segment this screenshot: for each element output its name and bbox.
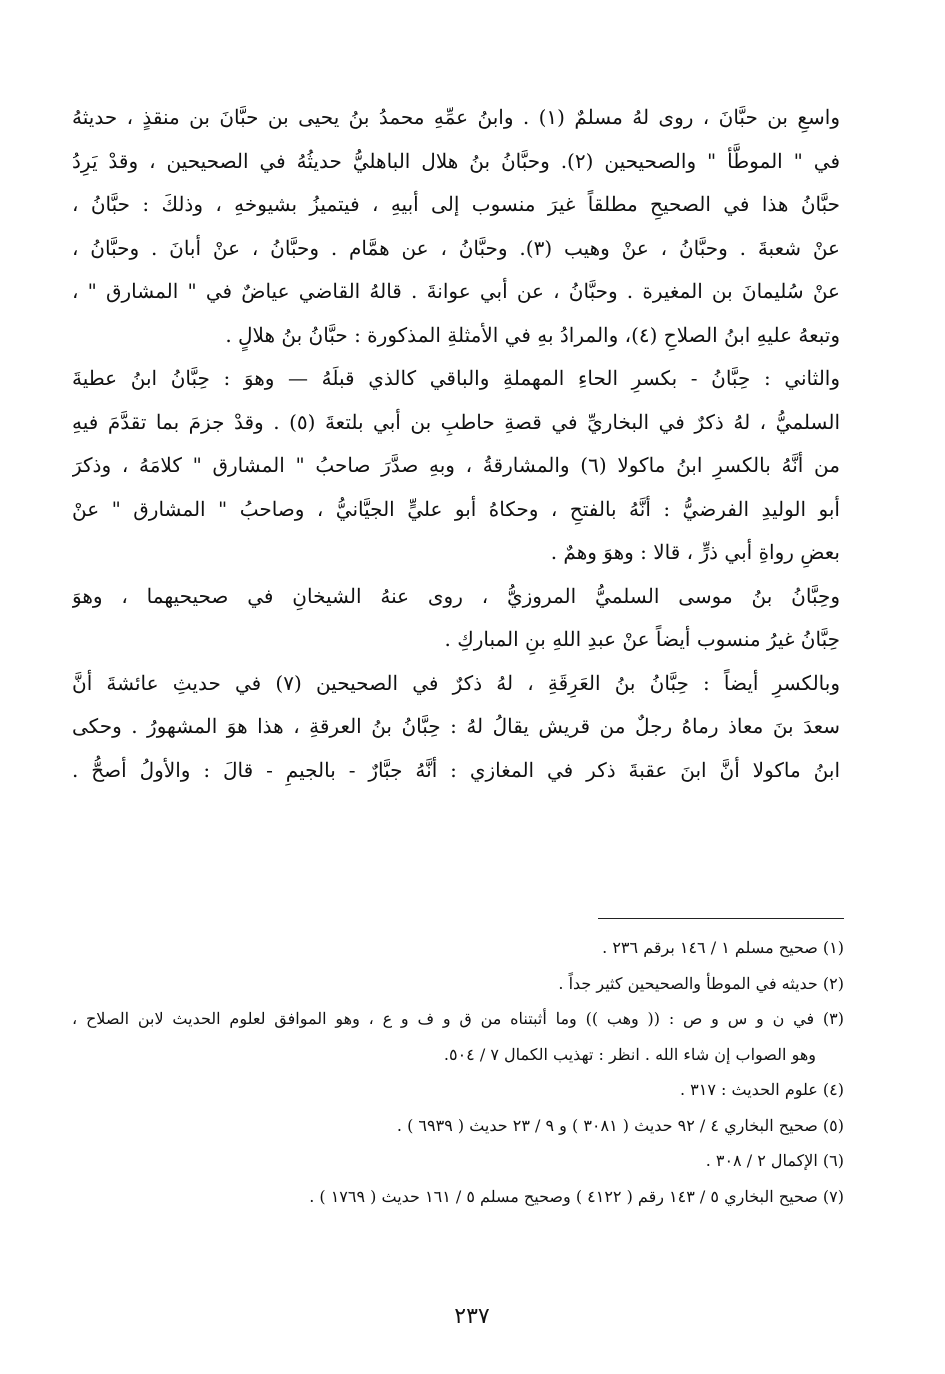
footnote-divider <box>598 918 844 919</box>
text-line: عنْ سُليمانَ بن المغيرة . وحبَّانُ ، عن أبي عوانةَ . قالهُ القاضي عياضٌ في " المشارق " ، <box>72 279 840 303</box>
text-line: من أنَّهُ بالكسرِ ابنُ ماكولا (٦) والمشارقةُ ، وبهِ صدَّرَ صاحبُ " المشارق " كلامَهُ ، وذكرَ <box>72 453 840 477</box>
text-line: في " الموطَّأ " والصحيحين (٢). وحبَّانُ بنُ هلال الباهليُّ حديثُهُ في الصحيحين ، وقدْ يَرِدُ <box>72 148 840 173</box>
footnote: (٤) علوم الحديث : ٣١٧ . <box>680 1080 844 1099</box>
footnote: (٥) صحيح البخاري ٤ / ٩٢ حديث ( ٣٠٨١ ) و ٩ / ٢٣ حديث ( ٦٩٣٩ ) . <box>396 1115 844 1135</box>
footnote: (٦) الإكمال ٢ / ٣٠٨ . <box>705 1151 844 1170</box>
text-line: ابنُ ماكولا أنَّ ابنَ عقبةَ ذكر في المغازي : أنَّهُ جبَّارٌ - بالجيمِ - قالَ : والأولُ أصحُّ . <box>72 757 840 782</box>
text-line: حِبَّانُ غيرُ منسوب أيضاً عنْ عبدِ اللهِ بنِ المباركِ . <box>444 627 840 651</box>
text-line: حبَّانُ هذا في الصحيحِ مطلقاً غيرَ منسوب إلى أبيهِ ، فيتميزُ بشيوخهِ ، وذلكَ : حبَّانُ ، <box>72 192 840 216</box>
text-line: وبالكسرِ أيضاً : حِبَّانُ بنُ العَرِقَةِ ، لهُ ذكرٌ في الصحيحين (٧) في حديثِ عائشةَ أنَّ <box>72 670 840 695</box>
page-number: ٢٣٧ <box>454 1304 490 1329</box>
text-line: السلميُّ ، لهُ ذكرٌ في البخاريِّ في قصةِ حاطبِ بن أبي بلتعةَ (٥) . وقدْ جزمَ بما تقدَّمَ فيهِ <box>72 409 840 434</box>
text-line: والثاني : حِبَّانُ - بكسرِ الحاءِ المهملةِ والباقي كالذي قبلَهُ — وهوَ : حِبَّانُ ابنُ عطيةَ <box>72 366 840 390</box>
footnote-continuation: وهو الصواب إن شاء الله . انظر : تهذيب الكمال ٧ / ٥٠٤. <box>443 1044 816 1064</box>
main-text <box>72 96 840 792</box>
text-line: وحِبَّانُ بنُ موسى السلميُّ المروزيُّ ، روى عنهُ الشيخانِ في صحيحيهما ، وهوَ <box>72 583 840 608</box>
text-line: واسعِ بن حبَّانَ ، روى لهُ مسلمٌ (١) . وابنُ عمِّهِ محمدُ بنُ يحيى بن حبَّانَ بن منقذٍ ، حديثهُ <box>72 105 840 129</box>
footnote: (١) صحيح مسلم ١ / ١٤٦ برقم ٢٣٦ . <box>602 938 844 957</box>
footnote: (٢) حديثه في الموطأ والصحيحين كثير جداً . <box>558 973 844 993</box>
footnotes <box>72 930 844 1214</box>
text-line: عنْ شعبةَ . وحبَّانُ ، عنْ وهيب (٣). وحبَّانُ ، عن همَّام . وحبَّانُ ، عنْ أبانَ . وحبَّانُ ، <box>72 235 840 260</box>
text-line: أبو الوليدِ الفرضيُّ : أنَّهُ بالفتحِ ، وحكاهُ أبو عليٍّ الجيَّانيُّ ، وصاحبُ " المشارق " عنْ <box>72 496 840 521</box>
text-line: وتبعهُ عليهِ ابنُ الصلاحِ (٤)، والمرادُ بهِ في الأمثلةِ المذكورة : حبَّانُ بنُ هلالٍ . <box>225 322 840 347</box>
footnote: (٧) صحيح البخاري ٥ / ١٤٣ رقم ( ٤١٢٢ ) وصحيح مسلم ٥ / ١٦١ حديث ( ١٧٦٩ ) . <box>309 1186 844 1206</box>
text-line: سعدَ بنَ معاذ رماهُ رجلٌ من قريش يقالُ لهُ : حِبَّانُ بنُ العرقةِ ، هذا هوَ المشهورُ . وحكى <box>72 714 840 738</box>
text-line: بعضِ رواةِ أبي ذرٍّ ، قالا : وهوَ وهمٌ . <box>550 540 840 564</box>
footnote: (٣) في ن و س و ص : (( وهب )) وما أثبتناه من ق و ف و ع ، وهو الموافق لعلوم الحديث لابن الصلاح ، <box>72 1009 844 1028</box>
